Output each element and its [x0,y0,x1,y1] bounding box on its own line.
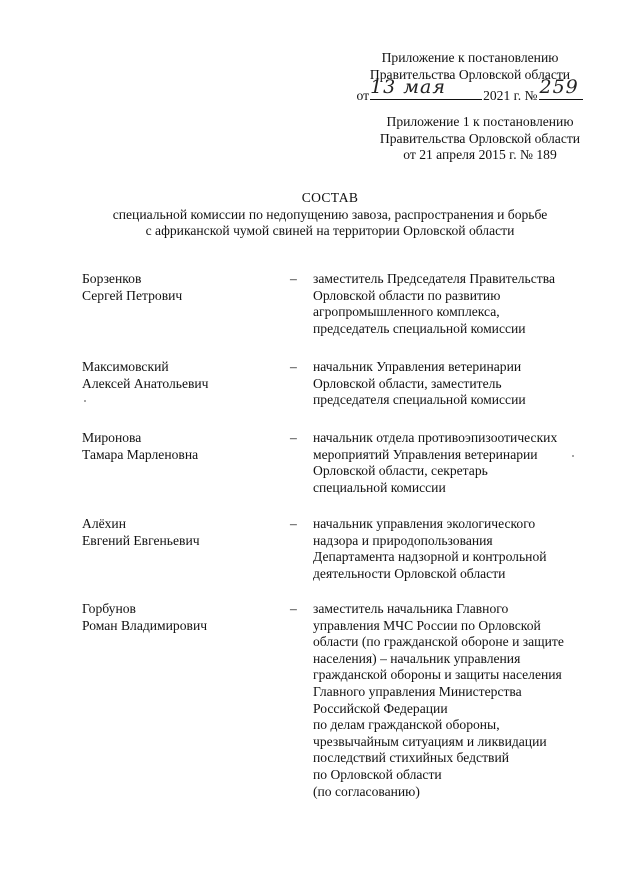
role-line: чрезвычайным ситуациям и ликвидации [313,733,547,749]
member-dash: – [290,516,297,531]
member-surname: Горбунов [82,601,136,616]
member-given-names: Роман Владимирович [82,617,208,633]
role-line: агропромышленного комплекса, [313,304,500,320]
member-name [82,601,282,634]
role-line: начальник отдела противоэпизоотических [313,430,558,445]
role-line: Орловской области по развитию [313,287,501,303]
member-given-names: Алексей Анатольевич [82,375,209,391]
date-prefix: от [356,88,370,104]
handwritten-number: 259 [539,83,583,100]
member-given-names: Евгений Евгеньевич [82,532,200,548]
original-appendix-line-3: от 21 апреля 2015 г. № 189 [403,147,557,163]
role-line: населения) – начальник управления [313,650,521,666]
role-line: начальник управления экологического [313,516,536,531]
member-surname: Алёхин [82,516,126,531]
appendix-line-2: Правительства Орловской области [369,66,571,82]
role-line: последствий стихийных бедствий [313,750,509,766]
original-appendix-header [340,114,620,164]
member-name [82,516,282,549]
appendix-header [330,50,610,105]
member-role [313,271,603,337]
member-role [313,359,603,409]
role-line: управления МЧС России по Орловской [313,617,541,633]
member-dash: – [290,601,297,616]
title-line-1: специальной комиссии по недопущению завоза, распространения и борьбе [112,206,548,222]
member-surname: Миронова [82,430,142,445]
year-number-label: 2021 г. № [483,88,538,104]
original-appendix-line-1: Приложение 1 к постановлению [386,114,574,129]
role-line: Российской Федерации [313,700,448,716]
role-line: области (по гражданской обороне и защите [313,634,564,650]
role-line: по делам гражданской обороны, [313,717,500,733]
member-dash: – [290,430,297,445]
member-role [313,430,603,496]
scan-speck [572,455,574,457]
role-line: специальной комиссии [313,479,446,495]
member-surname: Борзенков [82,271,142,286]
role-line: деятельности Орловской области [313,565,506,581]
role-line: по Орловской области [313,766,442,782]
role-line: начальник Управления ветеринарии [313,359,522,374]
role-line: председатель специальной комиссии [313,320,526,336]
document-title [60,190,600,240]
title-line-2: с африканской чумой свиней на территории Орловской области [145,223,515,239]
member-name [82,359,282,392]
role-line: Орловской области, секретарь [313,463,488,479]
role-line: (по согласованию) [313,783,420,799]
handwritten-date: 13 мая [370,83,482,100]
original-appendix-line-2: Правительства Орловской области [379,130,581,146]
role-line: гражданской обороны и защиты населения [313,667,562,683]
role-line: мероприятий Управления ветеринарии [313,446,538,462]
member-dash: – [290,271,297,286]
role-line: заместитель начальника Главного [313,601,509,616]
member-name [82,271,282,304]
member-surname: Максимовский [82,359,169,374]
role-line: Главного управления Министерства [313,683,522,699]
appendix-line-1: Приложение к постановлению [381,50,559,65]
member-name [82,430,282,463]
role-line: Орловской области, заместитель [313,375,502,391]
member-given-names: Сергей Петрович [82,287,183,303]
role-line: Департамента надзорной и контрольной [313,549,547,565]
member-dash: – [290,359,297,374]
member-given-names: Тамара Марленовна [82,446,199,462]
appendix-date-line [330,76,610,105]
member-role [313,516,603,582]
role-line: надзора и природопользования [313,532,493,548]
role-line: заместитель Председателя Правительства [313,271,555,286]
role-line: председателя специальной комиссии [313,392,526,408]
title-heading: СОСТАВ [301,190,359,205]
scan-speck [84,400,86,402]
member-role [313,601,603,800]
